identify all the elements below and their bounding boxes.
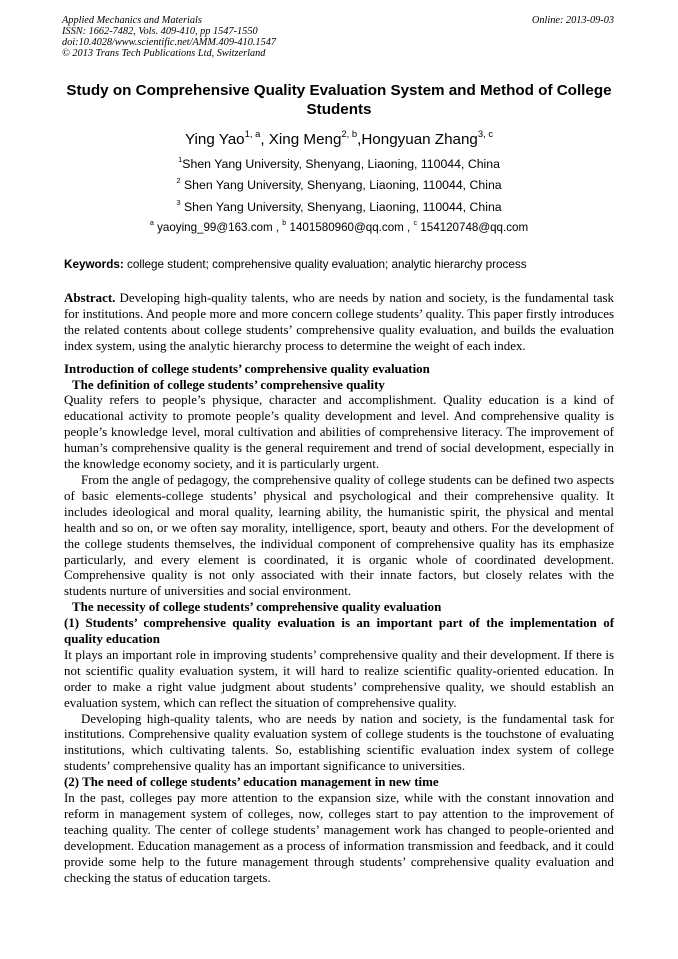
subsection-heading: The definition of college students’ comprehensive quality [72,376,385,392]
author-name: Ying Yao [184,131,245,148]
author-name: Hongyuan Zhang [361,131,478,148]
section-heading: Introduction of college students’ comprehensive quality evaluation [64,360,430,376]
affiliation-sup: 2 [176,176,181,186]
author-list: Ying Yao$^{1, a}$, Xing Meng$^{2, b}$,Hongyuan Zhang$^{3, c}$ [184,128,494,148]
author-sup: 3, c [477,128,494,139]
email-list: $^a$ yaoying_99@163.com , $^b$ 1401580960@qq.com , $^c$ 154120748@qq.com [149,218,529,234]
affiliation-1 [40,157,638,172]
body-paragraph: From the angle of pedagogy, the comprehensive quality of college students can be defined two aspects of basic elements-college students’ physical and psychological and their comprehensive quality. It includes ideological and moral quality, learning ability, the humanistic spirit, the physical and mental health and so on, or we often say morality, intelligence, sport, beauty and others. For the development of the college students themselves, the individual component of comprehensive quality has its emphasize particularly, and every element is coordinated, it is organic whole of coordinated development. Comprehensive quality is not only associated with their innate factors, but closely relates with the students nurture of universities and social environment. [64,471,614,599]
email-address: 154120748@qq.com [420,221,529,234]
affiliation-3 [40,200,638,215]
affiliation-text: Shen Yang University, Shenyang, Liaoning, 110044, China [183,178,502,192]
doi-line: doi:10.4028/www.scientific.net/AMM.409-410.1547 [62,37,277,48]
email-sup: b [282,218,287,228]
body-paragraph: In the past, colleges pay more attention to the expansion size, while with the constant innovation and reform in management system of colleges, now, colleges start to pay attention to the improvement of teaching quality. The center of college students’ management work has changed to people-oriented and development. Education management as a process of information transmission and feedback, and it could provide some help to the future management through students’ comprehensive quality evaluation and checking the status of education targets. [64,790,614,885]
keywords-label: Keywords: [64,258,124,271]
email-sup: a [149,218,154,228]
body-paragraph: Quality refers to people’s physique, character and accomplishment. Quality education is a kind of educational activity to promote people’s quality development and level. And comprehensive quality is people’s knowledge level, moral cultivation and abilities of comprehensive literacy. The improvement of human’s comprehensive quality is the general requirement and trend of social development, especially in the knowledge economy society, and it is particularly urgent. [64,392,614,472]
abstract-paragraph [64,290,614,354]
email-address: yaoying_99@163.com [157,221,273,234]
keywords-line [64,257,527,272]
copyright-line: © 2013 Trans Tech Publications Ltd, Switzerland [62,48,266,59]
author-name: Xing Meng [268,131,342,148]
author-sup: 1, a [244,128,261,139]
subsection-heading: The necessity of college students’ comprehensive quality evaluation [72,599,442,615]
journal-header [62,15,276,59]
point-heading: (2) The need of college students’ education management in new time [64,774,439,790]
author-sup: 2, b [341,128,358,139]
paper-title: Study on Comprehensive Quality Evaluation System and Method of College Students [66,82,612,118]
abstract-text: Developing high-quality talents, who are needs by nation and society, is the fundamental task for institutions. And people more and more concern college students’ quality. This paper firstly introduces the related contents about college students’ comprehensive quality evaluation, and builds the evaluation index system, using the analytic hierarchy process to determine the weight of each index. [64,290,614,353]
online-date: Online: 2013-09-03 [531,15,614,26]
abstract-label: Abstract. [64,290,116,305]
affiliation-sup: 3 [176,198,181,208]
body-paragraph: Developing high-quality talents, who are needs by nation and society, is the fundamental task for institutions. Comprehensive quality evaluation system of college students is the touchstone of evaluating institutions, which cultivating talents. So, establishing scientific evaluation index system of college students’ comprehensive quality has an important significance to universities. [64,710,614,774]
affiliation-2 [40,178,638,193]
email-address: 1401580960@qq.com [289,221,404,234]
point-heading: (1) Students’ comprehensive quality evaluation is an important part of the implementation of quality education [64,615,614,647]
keywords-text: college student; comprehensive quality evaluation; analytic hierarchy process [127,258,527,271]
journal-name: Applied Mechanics and Materials [62,15,202,26]
affiliation-sup: 1 [178,155,183,165]
affiliation-text: Shen Yang University, Shenyang, Liaoning, 110044, China [183,200,502,214]
body-paragraph: It plays an important role in improving students’ comprehensive quality and their development. If there is not scientific quality evaluation system, it will hard to realize scientific quality-oriented education. In order to make a right value judgment about students’ comprehensive quality, we should establish an evaluation system, which can reflect the situation of comprehensive quality. [64,646,614,710]
paper-body [64,290,614,886]
affiliation-text: Shen Yang University, Shenyang, Liaoning, 110044, China [182,157,500,171]
email-sup: c [413,218,418,228]
issn-line: ISSN: 1662-7482, Vols. 409-410, pp 1547-1550 [62,26,258,37]
